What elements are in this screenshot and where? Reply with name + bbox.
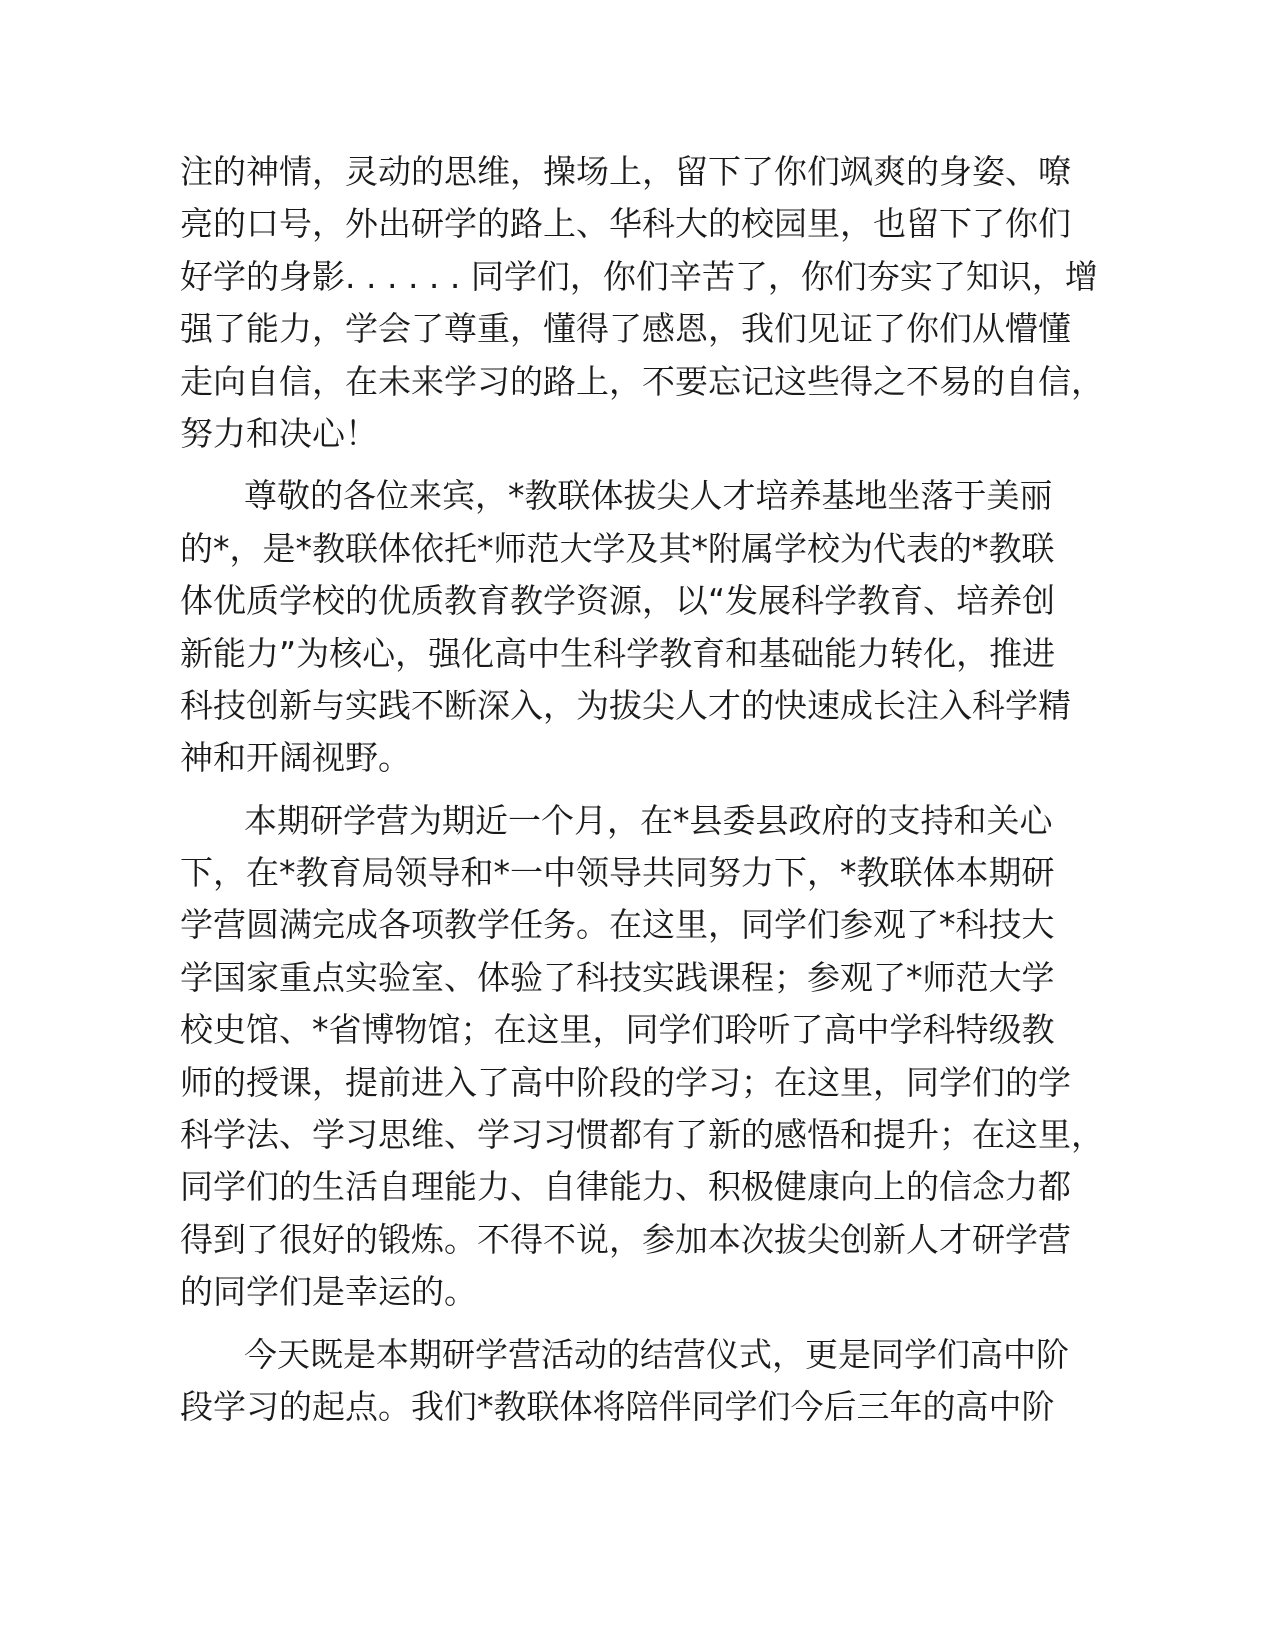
text-line: 得到了很好的锻炼。不得不说，参加本次拔尖创新人才研学营 (180, 1219, 1071, 1259)
paragraph-1 (180, 146, 1104, 460)
paragraph-2 (180, 470, 1071, 784)
text-line: 学营圆满完成各项教学任务。在这里，同学们参观了*科技大 (180, 905, 1055, 945)
text-line: 学国家重点实验室、体验了科技实践课程；参观了*师范大学 (180, 957, 1055, 997)
text-line: 校史馆、*省博物馆；在这里，同学们聆听了高中学科特级教 (180, 1010, 1055, 1050)
text-line: 神和开阔视野。 (180, 738, 411, 778)
text-line: 新能力”为核心，强化高中生科学教育和基础能力转化，推进 (180, 633, 1056, 673)
text-line: 努力和决心！ (180, 413, 378, 453)
text-line: 亮的口号，外出研学的路上、华科大的校园里，也留下了你们 (180, 204, 1071, 244)
text-line: 科技创新与实践不断深入，为拔尖人才的快速成长注入科学精 (180, 685, 1071, 725)
text-line: 今天既是本期研学营活动的结营仪式，更是同学们高中阶 (244, 1334, 1069, 1374)
text-line: 本期研学营为期近一个月，在*县委县政府的支持和关心 (244, 800, 1053, 840)
document-body (180, 146, 1104, 1443)
text-line: 师的授课，提前进入了高中阶段的学习；在这里，同学们的学 (180, 1062, 1071, 1102)
text-line: 注的神情，灵动的思维，操场上，留下了你们飒爽的身姿、嘹 (180, 152, 1071, 191)
text-line: 科学法、学习思维、学习习惯都有了新的感悟和提升；在这里， (180, 1115, 1104, 1155)
text-line: 同学们的生活自理能力、自律能力、积极健康向上的信念力都 (180, 1167, 1071, 1207)
text-line: 的*，是*教联体依托*师范大学及其*附属学校为代表的*教联 (180, 528, 1055, 568)
paragraph-4 (180, 1329, 1069, 1434)
text-line: 强了能力，学会了尊重，懂得了感恩，我们见证了你们从懵懂 (180, 309, 1071, 349)
text-line: 走向自信，在未来学习的路上，不要忘记这些得之不易的自信， (180, 361, 1104, 401)
text-line: 下，在*教育局领导和*一中领导共同努力下，*教联体本期研 (180, 853, 1055, 893)
text-line: 尊敬的各位来宾，*教联体拔尖人才培养基地坐落于美丽 (244, 476, 1053, 516)
text-line: 段学习的起点。我们*教联体将陪伴同学们今后三年的高中阶 (180, 1386, 1055, 1426)
text-line: 好学的身影. . . . . . 同学们，你们辛苦了，你们夯实了知识，增 (180, 256, 1098, 296)
text-line: 体优质学校的优质教育教学资源，以“发展科学教育、培养创 (180, 581, 1056, 621)
paragraph-3 (180, 795, 1104, 1319)
text-line: 的同学们是幸运的。 (180, 1272, 477, 1312)
